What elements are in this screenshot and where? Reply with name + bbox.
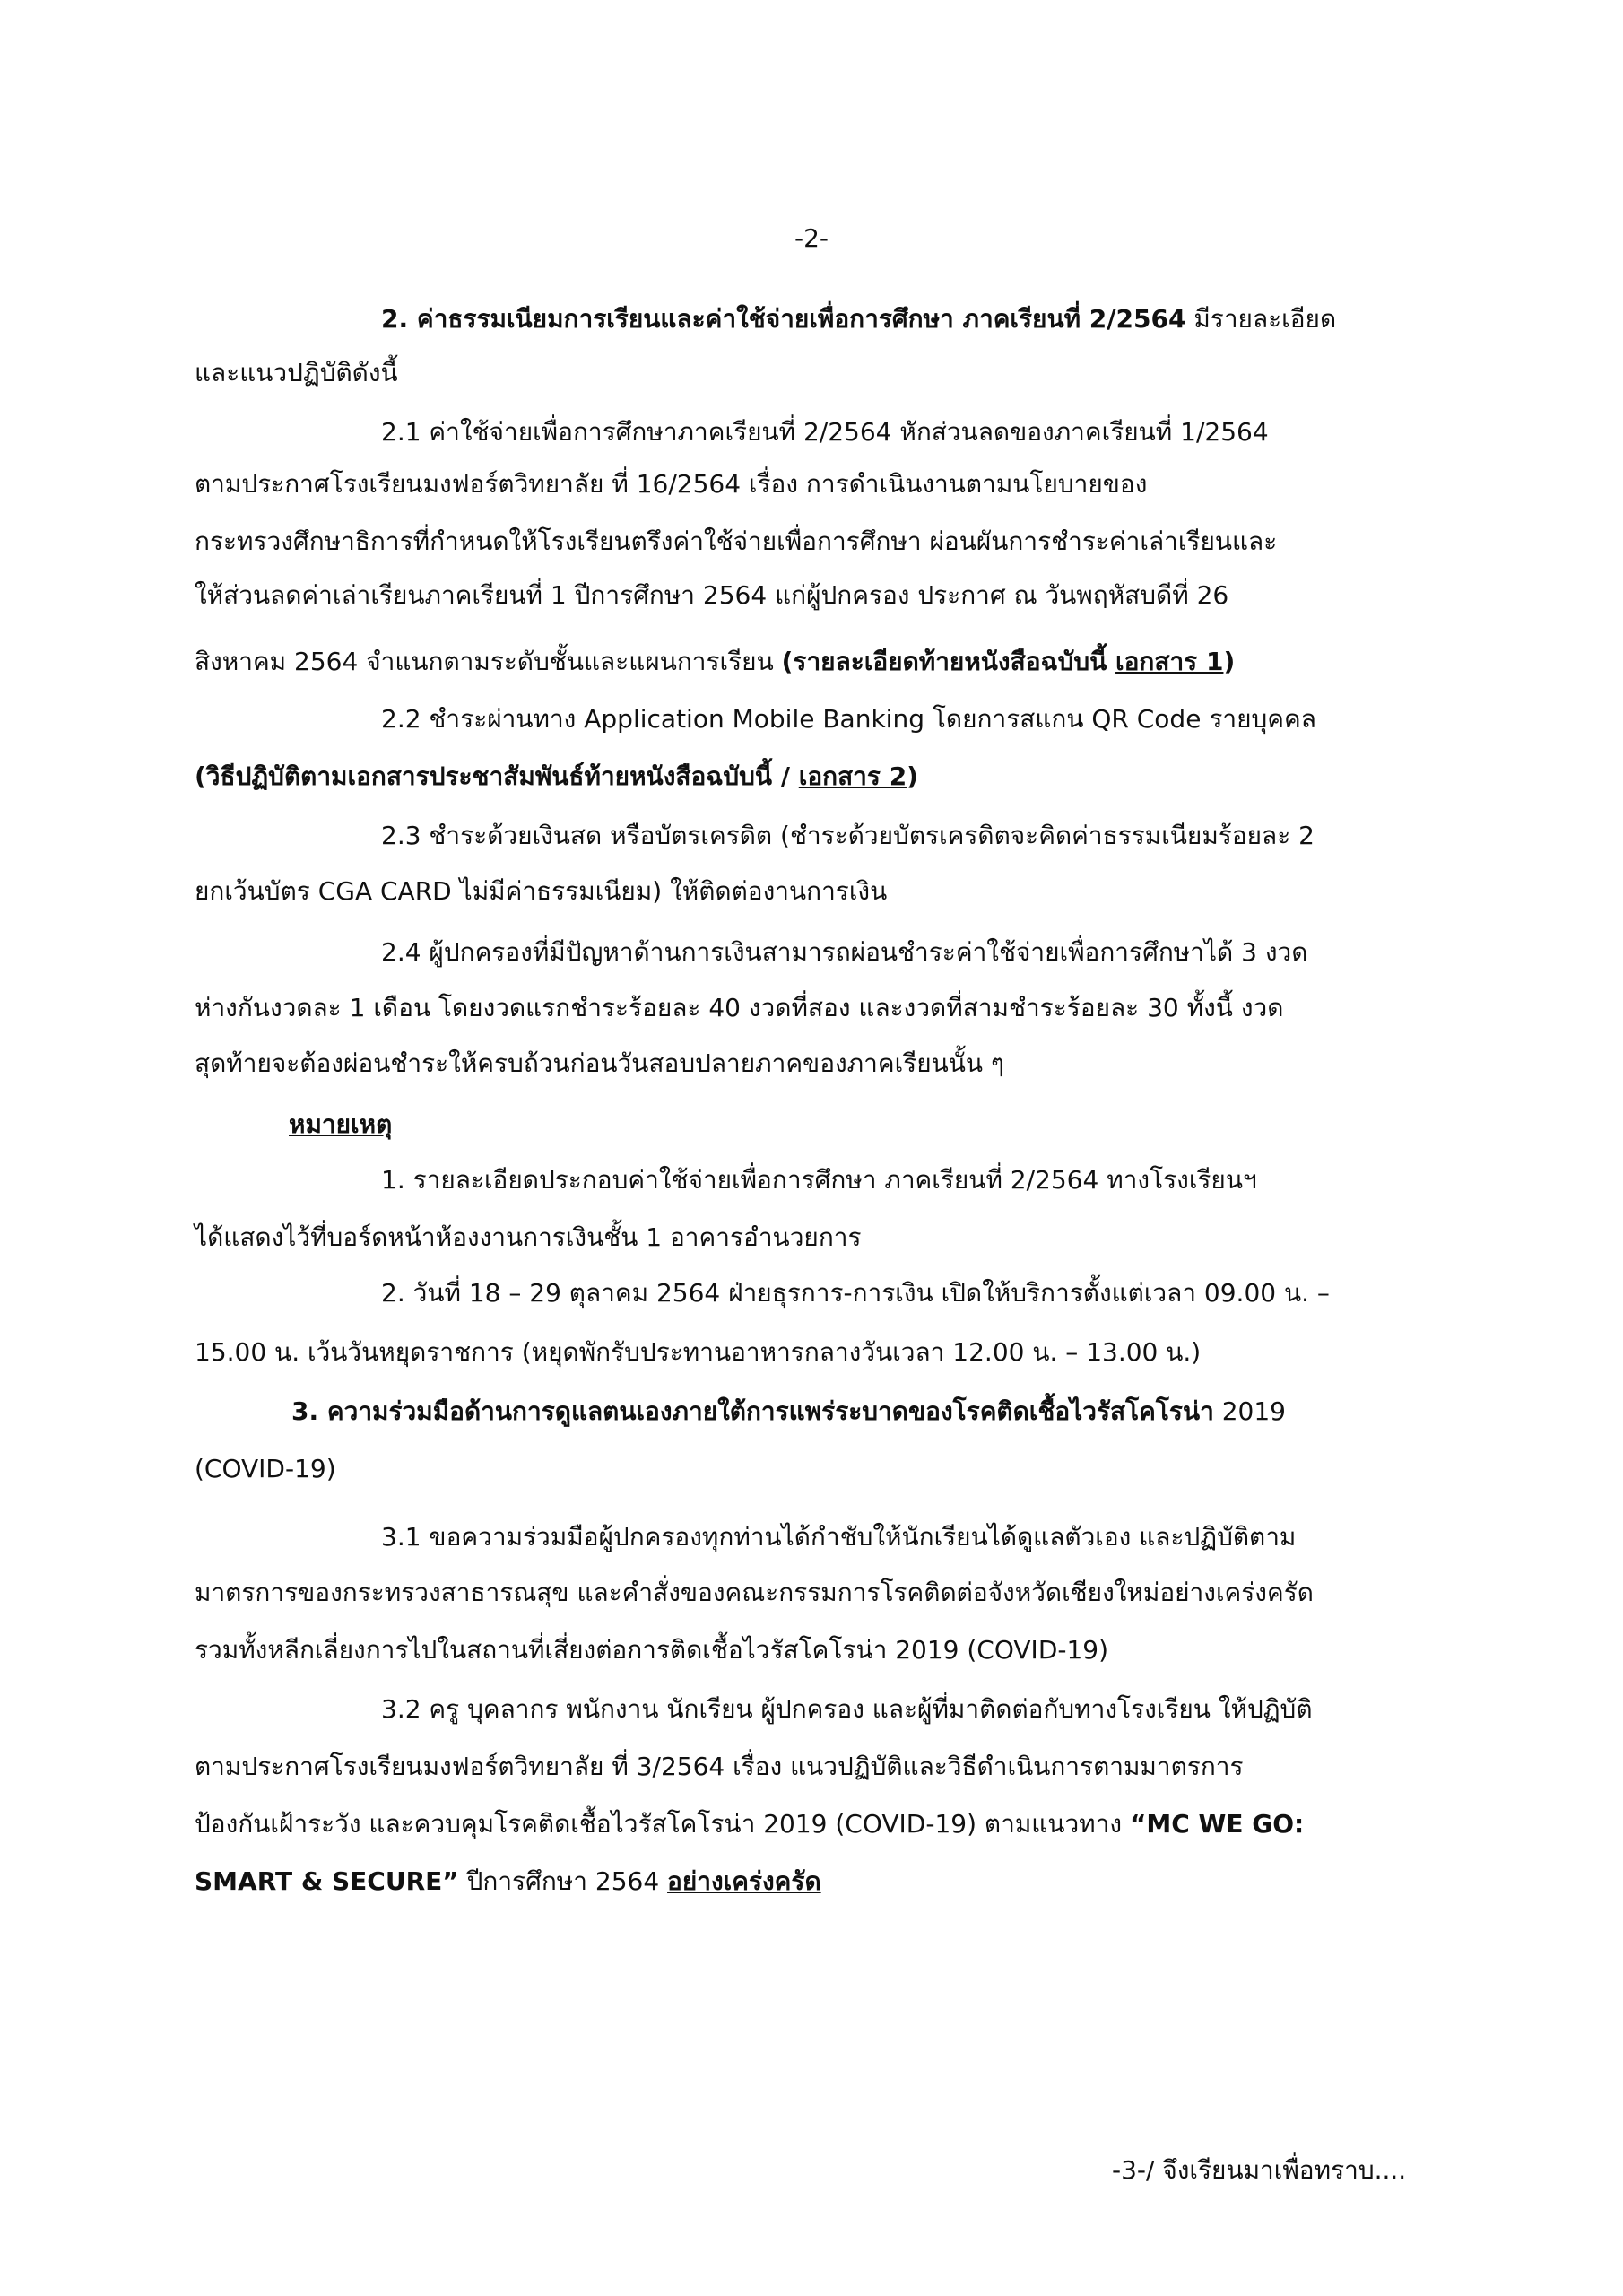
para-3-2-line-4 [195,1866,821,1896]
attachment-note: (รายละเอียดท้ายหนังสือฉบับนี้ [781,647,1116,676]
campaign-slogan: “MC WE GO: [1129,1809,1305,1839]
strictly-emphasis: อย่างเคร่งครัด [667,1866,821,1896]
note-1-line: ได้แสดงไว้ที่บอร์ดหน้าห้องงานการเงินชั้น 1 อาคารอำนวยการ [195,1222,862,1252]
para-2-1-line: ให้ส่วนลดค่าเล่าเรียนภาคเรียนที่ 1 ปีการศึกษา 2564 แก่ผู้ปกครอง ประกาศ ณ วันพฤหัสบดีที่ 26 [195,580,1229,610]
para-3-2-text: ป้องกันเฝ้าระวัง และควบคุมโรคติดเชื้อไวรัสโคโรน่า 2019 (COVID-19) ตามแนวทาง [195,1809,1130,1839]
para-2-1-line: ตามประกาศโรงเรียนมงฟอร์ตวิทยาลัย ที่ 16/2564 เรื่อง การดำเนินงานตามนโยบายของ [195,469,1148,499]
page-number: -2- [794,223,829,253]
para-2-4-line: 2.4 ผู้ปกครองที่มีปัญหาด้านการเงินสามารถผ่อนชำระค่าใช้จ่ายเพื่อการศึกษาได้ 3 งวด [381,937,1308,967]
para-3-2-text: ปีการศึกษา 2564 [458,1866,668,1896]
continuation-note: -3-/ จึงเรียนมาเพื่อทราบ.... [1112,2155,1407,2185]
section-2-heading-tail: มีรายละเอียด [1185,304,1337,334]
section-3-heading-line-2: (COVID-19) [195,1454,336,1483]
attachment-note: (วิธีปฏิบัติตามเอกสารประชาสัมพันธ์ท้ายหนังสือฉบับนี้ / [195,761,799,791]
para-2-1-line: กระทรวงศึกษาธิการที่กำหนดให้โรงเรียนตรึงค่าใช้จ่ายเพื่อการศึกษา ผ่อนผันการชำระค่าเล่าเรียนและ [195,526,1278,556]
para-3-1-line: 3.1 ขอความร่วมมือผู้ปกครองทุกท่านได้กำชับให้นักเรียนได้ดูแลตัวเอง และปฏิบัติตาม [381,1522,1297,1552]
note-2-line: 2. วันที่ 18 – 29 ตุลาคม 2564 ฝ่ายธุรการ-การเงิน เปิดให้บริการตั้งแต่เวลา 09.00 น. – [381,1278,1330,1308]
para-2-3-line: ยกเว้นบัตร CGA CARD ไม่มีค่าธรรมเนียม) ให้ติดต่องานการเงิน [195,876,888,906]
note-2-line: 15.00 น. เว้นวันหยุดราชการ (หยุดพักรับประทานอาหารกลางวันเวลา 12.00 น. – 13.00 น.) [195,1337,1202,1367]
attachment-note-close: ) [1223,647,1236,676]
para-2-1-line-last [195,649,1235,674]
section-3-heading: 3. ความร่วมมือด้านการดูแลตนเองภายใต้การแพร่ระบาดของโรคติดเชื้อไวรัสโคโรน่า [291,1396,1214,1426]
para-3-1-line: รวมทั้งหลีกเลี่ยงการไปในสถานที่เสี่ยงต่อการติดเชื้อไวรัสโคโรน่า 2019 (COVID-19) [195,1635,1109,1665]
campaign-slogan: SMART & SECURE” [195,1866,459,1896]
attachment-1-ref: เอกสาร 1 [1115,647,1224,676]
para-2-4-line: สุดท้ายจะต้องผ่อนชำระให้ครบถ้วนก่อนวันสอบปลายภาคของภาคเรียนนั้น ๆ [195,1048,1004,1078]
para-2-3-line: 2.3 ชำระด้วยเงินสด หรือบัตรเครดิต (ชำระด้วยบัตรเครดิตจะคิดค่าธรรมเนียมร้อยละ 2 [381,821,1315,850]
para-3-2-line: ตามประกาศโรงเรียนมงฟอร์ตวิทยาลัย ที่ 3/2564 เรื่อง แนวปฏิบัติและวิธีดำเนินการตามมาตรการ [195,1752,1244,1781]
para-2-1-line: 2.1 ค่าใช้จ่ายเพื่อการศึกษาภาคเรียนที่ 2/2564 หักส่วนลดของภาคเรียนที่ 1/2564 [381,417,1269,447]
para-3-2-line: 3.2 ครู บุคลากร พนักงาน นักเรียน ผู้ปกครอง และผู้ที่มาติดต่อกับทางโรงเรียน ให้ปฏิบัติ [381,1694,1313,1724]
section-3-heading-tail: 2019 [1213,1396,1286,1426]
note-1-line: 1. รายละเอียดประกอบค่าใช้จ่ายเพื่อการศึกษา ภาคเรียนที่ 2/2564 ทางโรงเรียนฯ [381,1165,1257,1195]
para-2-2-line-2 [195,761,918,791]
para-2-1-text: สิงหาคม 2564 จำแนกตามระดับชั้นและแผนการเรียน [195,647,782,676]
section-2-heading-line [381,304,1337,334]
para-2-2-line: 2.2 ชำระผ่านทาง Application Mobile Banking โดยการสแกน QR Code รายบุคคล [381,704,1316,734]
attachment-2-ref: เอกสาร 2 [798,761,907,791]
para-3-1-line: มาตรการของกระทรวงสาธารณสุข และคำสั่งของคณะกรรมการโรคติดต่อจังหวัดเชียงใหม่อย่างเคร่งครัด [195,1578,1314,1607]
section-3-heading-line [291,1396,1286,1426]
notes-title: หมายเหตุ [289,1109,393,1139]
para-2-4-line: ห่างกันงวดละ 1 เดือน โดยงวดแรกชำระร้อยละ 40 งวดที่สอง และงวดที่สามชำระร้อยละ 30 ทั้งนี้ งวด [195,993,1284,1022]
section-2-heading: 2. ค่าธรรมเนียมการเรียนและค่าใช้จ่ายเพื่อการศึกษา ภาคเรียนที่ 2/2564 [381,304,1186,334]
para-3-2-line-3 [195,1809,1305,1839]
section-2-line-2: และแนวปฏิบัติดังนี้ [195,358,398,387]
attachment-note-close: ) [907,761,918,791]
